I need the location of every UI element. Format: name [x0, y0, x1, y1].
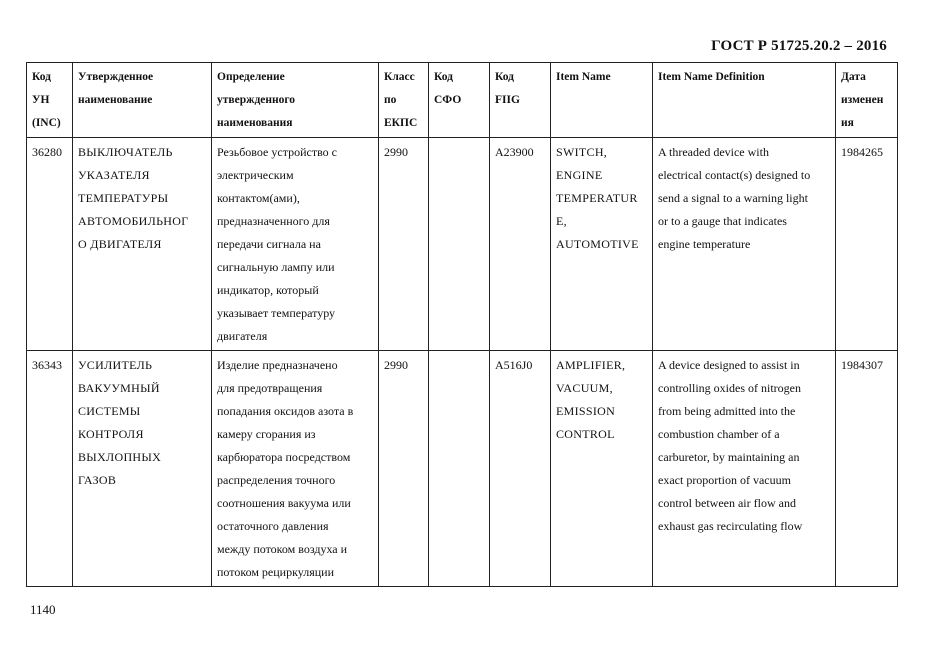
- cell-approved-name: УСИЛИТЕЛЬ ВАКУУМНЫЙ СИСТЕМЫ КОНТРОЛЯ ВЫХЛОПНЫХ ГАЗОВ: [73, 351, 212, 587]
- cell-item-name: AMPLIFIER, VACUUM, EMISSION CONTROL: [551, 351, 653, 587]
- cell-class: 2990: [379, 138, 429, 351]
- column-header: Item Name: [551, 63, 653, 138]
- column-header: Утвержденное наименование: [73, 63, 212, 138]
- column-header: Код FIIG: [490, 63, 551, 138]
- cell-class: 2990: [379, 351, 429, 587]
- cell-definition: Резьбовое устройство с электрическим контактом(ами), предназначенного для передачи сигнала на сигнальную лампу или индикатор, который указывает температуру двигателя: [212, 138, 379, 351]
- cell-code: 36343: [27, 351, 73, 587]
- cell-date: 1984265: [836, 138, 898, 351]
- document-id: ГОСТ Р 51725.20.2 – 2016: [711, 38, 887, 54]
- cell-item-definition: A device designed to assist in controlling oxides of nitrogen from being admitted into the combustion chamber of a carburetor, by maintaining an exact proportion of vacuum control between air flow and exhaust gas recirculating flow: [653, 351, 836, 587]
- table-row: [27, 138, 898, 351]
- cell-sfo: [429, 138, 490, 351]
- cell-sfo: [429, 351, 490, 587]
- cell-fiig: A516J0: [490, 351, 551, 587]
- cell-definition: Изделие предназначено для предотвращения попадания оксидов азота в камеру сгорания из карбюратора посредством распределения точного соотношения вакуума или остаточного давления между потоком воздуха и потоком рециркуляции: [212, 351, 379, 587]
- cell-approved-name: ВЫКЛЮЧАТЕЛЬ УКАЗАТЕЛЯ ТЕМПЕРАТУРЫ АВТОМОБИЛЬНОГ О ДВИГАТЕЛЯ: [73, 138, 212, 351]
- cell-item-name: SWITCH, ENGINE TEMPERATUR E, AUTOMOTIVE: [551, 138, 653, 351]
- catalog-table: [26, 62, 898, 587]
- table-row: [27, 351, 898, 587]
- cell-fiig: A23900: [490, 138, 551, 351]
- cell-code: 36280: [27, 138, 73, 351]
- column-header: Item Name Definition: [653, 63, 836, 138]
- column-header: Код СФО: [429, 63, 490, 138]
- column-header: Код УН (INC): [27, 63, 73, 138]
- column-header: Класс по ЕКПС: [379, 63, 429, 138]
- column-header: Определение утвержденного наименования: [212, 63, 379, 138]
- column-header: Дата изменен ия: [836, 63, 898, 138]
- page-number: 1140: [30, 602, 56, 617]
- cell-date: 1984307: [836, 351, 898, 587]
- cell-item-definition: A threaded device with electrical contact(s) designed to send a signal to a warning light or to a gauge that indicates engine temperature: [653, 138, 836, 351]
- header-row: [27, 63, 898, 138]
